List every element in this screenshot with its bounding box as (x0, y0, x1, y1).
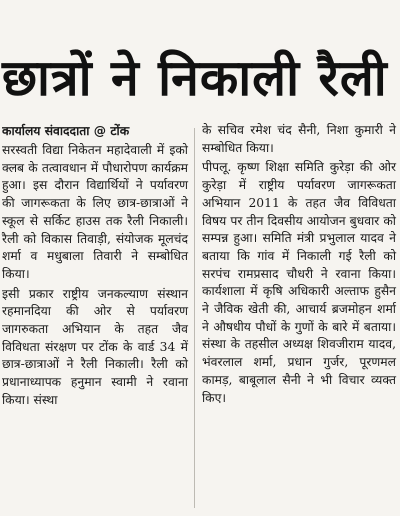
headline: छात्रों ने निकाली रैली (2, 49, 388, 107)
paragraph: इसी प्रकार राष्ट्रीय जनकल्याण संस्थान रहमानदिया की ओर से पर्यावरण जागरुकता अभियान के तहत जैव विविधता संरक्षण पर टोंक के वार्ड 34 में छात्र-छात्राओं ने रैली निकाली। रैली को प्रधानाध्यापक हनुमान स्वामी ने रवाना किया। संस्था (2, 286, 188, 407)
byline: कार्यालय संवाददाता @ टोंक (2, 124, 130, 138)
paragraph: पीपलू. कृष्ण शिक्षा समिति कुरेड़ा की ओर कुरेड़ा में राष्ट्रीय पर्यावरण जागरूकता अभियान 2011 के तहत जैव विविधता विषय पर तीन दिवसीय आयोजन बुधवार को सम्पन्न हुआ। समिति मंत्री प्रभुलाल यादव ने बताया कि गांव में निकाली गई रैली को सरपंच रामप्रसाद चौधरी ने रवाना किया। कार्यशाला में कृषि अधिकारी अल्ताफ हुसैन ने जैविक खेती की, आचार्य ब्रजमोहन शर्मा ने औषधीय पौधों के गुणों के बारे में बताया। संस्था के तहसील अध्यक्ष शिवजीराम यादव, भंवरलाल शर्मा, प्रधान गुर्जर, पूरणमल कामड़, बाबूलाल सैनी ने भी विचार व्यक्त किए। (202, 160, 396, 405)
article-column-right (202, 122, 396, 407)
column-divider (194, 128, 195, 508)
article-column-left (2, 122, 188, 410)
paragraph: के सचिव रमेश चंद सैनी, निशा कुमारी ने सम्बोधित किया। (202, 123, 396, 155)
paragraph: सरस्वती विद्या निकेतन महादेवाली में इको क्लब के तत्वावधान में पौधारोपण कार्यक्रम हुआ। इस दौरान विद्यार्थियों ने पर्यावरण की जागरूकता के लिए छात्र-छात्राओं ने स्कूल से सर्किट हाउस तक रैली निकाली। रैली को विकास तिवाड़ी, संयोजक मूलचंद शर्मा व मधुबाला तिवारी ने सम्बोधित किया। (2, 143, 188, 281)
